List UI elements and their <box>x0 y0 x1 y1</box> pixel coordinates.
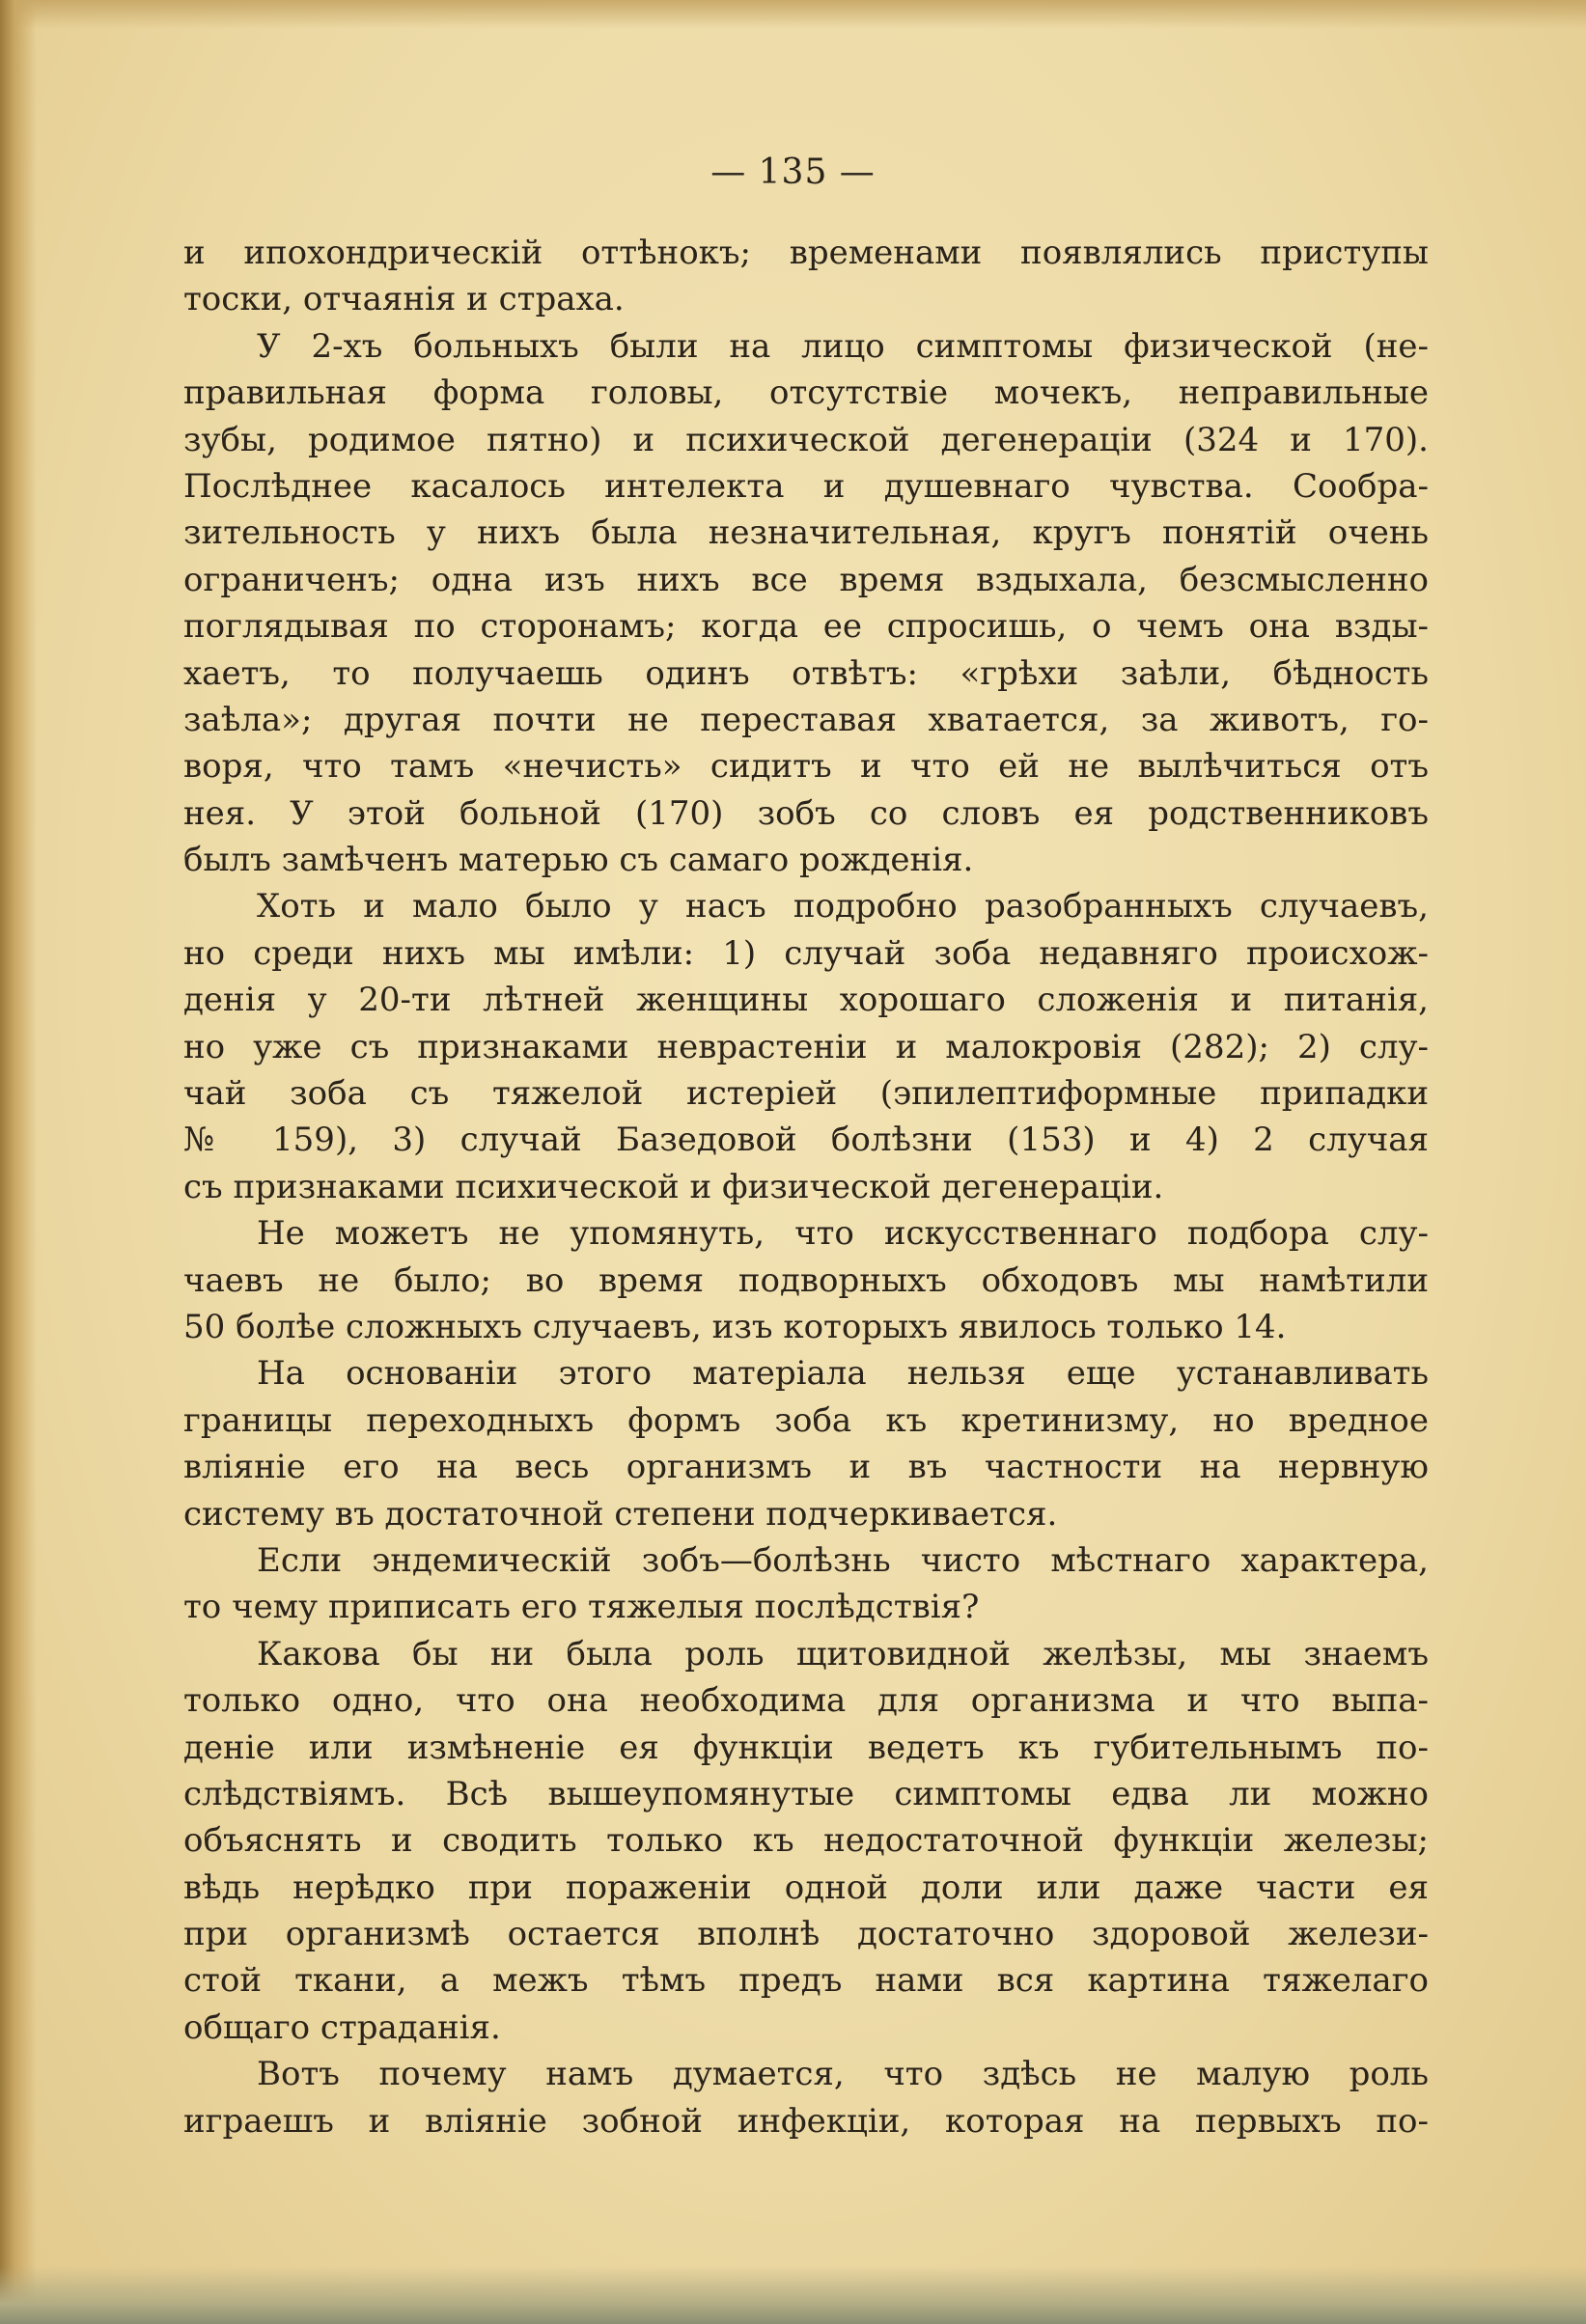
text-line: хаетъ, то получаешь одинъ отвѣтъ: «грѣхи заѣли, бѣдность <box>183 653 1429 693</box>
text-line: чай зоба съ тяжелой истеріей (эпилептиформные припадки <box>183 1074 1429 1114</box>
text-line: границы переходныхъ формъ зоба къ кретинизму, но вредное <box>183 1400 1429 1440</box>
page-bottom-edge <box>0 2266 1586 2324</box>
page-number: — 135 — <box>710 152 876 192</box>
page-top-shadow <box>0 0 1586 29</box>
text-line: тоски, отчаянія и страха. <box>183 280 625 319</box>
text-line: На основаніи этого матеріала нельзя еще устанавливать <box>257 1354 1429 1394</box>
text-line: поглядывая по сторонамъ; когда ее спросишь, о чемъ она взды- <box>183 607 1429 647</box>
text-line: Хоть и мало было у насъ подробно разобранныхъ случаевъ, <box>257 887 1429 927</box>
text-line: Если эндемическій зобъ—болѣзнь чисто мѣстнаго характера, <box>257 1540 1429 1580</box>
text-line: зубы, родимое пятно) и психической дегенераціи (324 и 170). <box>183 420 1429 459</box>
text-line: вѣдь нерѣдко при пораженіи одной доли или даже части ея <box>183 1868 1429 1907</box>
text-line: объяснять и сводить только къ недостаточной функціи железы; <box>183 1821 1429 1861</box>
text-line: ограниченъ; одна изъ нихъ все время вздыхала, безсмысленно <box>183 560 1429 599</box>
text-line: зительность у нихъ была незначительная, кругъ понятій очень <box>183 513 1429 553</box>
text-line: при организмѣ остается вполнѣ достаточно здоровой желези- <box>183 1915 1429 1954</box>
text-line: но уже съ признаками неврастеніи и малокровія (282); 2) слу- <box>183 1027 1429 1066</box>
text-line: заѣла»; другая почти не переставая хватается, за животъ, го- <box>183 700 1429 739</box>
text-line: общаго страданія. <box>183 2007 501 2047</box>
page-binding-shadow <box>0 0 37 2324</box>
text-line: Послѣднее касалось интелекта и душевнаго чувства. Сообра- <box>183 466 1429 506</box>
text-line: воря, что тамъ «нечисть» сидитъ и что ей не вылѣчиться отъ <box>183 747 1429 787</box>
text-line: стой ткани, а межъ тѣмъ предъ нами вся картина тяжелаго <box>183 1961 1429 2001</box>
text-line: Вотъ почему намъ думается, что здѣсь не малую роль <box>257 2055 1429 2094</box>
text-line: слѣдствіямъ. Всѣ вышеупомянутые симптомы едва ли можно <box>183 1774 1429 1813</box>
text-line: вліяніе его на весь организмъ и въ частности на нервную <box>183 1448 1429 1487</box>
text-line: Какова бы ни была роль щитовидной желѣзы, мы знаемъ <box>257 1634 1429 1674</box>
text-line: былъ замѣченъ матерью съ самаго рожденія. <box>183 841 974 880</box>
text-line: денія у 20-ти лѣтней женщины хорошаго сложенія и питанія, <box>183 981 1429 1020</box>
body-text <box>183 230 1429 2144</box>
text-line: играешъ и вліяніе зобной инфекціи, которая на первыхъ по- <box>183 2101 1429 2141</box>
text-line: съ признаками психической и физической дегенераціи. <box>183 1167 1164 1206</box>
text-line: 50 болѣе сложныхъ случаевъ, изъ которыхъ явилось только 14. <box>183 1307 1287 1346</box>
text-line: Не можетъ не упомянуть, что искусственнаго подбора слу- <box>257 1214 1429 1254</box>
text-line: и ипохондрическій оттѣнокъ; временами появлялись приступы <box>183 234 1429 272</box>
text-line: У 2-хъ больныхъ были на лицо симптомы физической (не- <box>257 326 1429 366</box>
text-line: чаевъ не было; во время подворныхъ обходовъ мы намѣтили <box>183 1260 1429 1300</box>
text-line: деніе или измѣненіе ея функціи ведетъ къ губительнымъ по- <box>183 1728 1429 1767</box>
text-line: но среди нихъ мы имѣли: 1) случай зоба недавняго происхож- <box>183 933 1429 973</box>
text-line: то чему приписать его тяжелыя послѣдствія? <box>183 1588 980 1627</box>
text-line: только одно, что она необходима для организма и что выпа- <box>183 1681 1429 1721</box>
text-line: правильная форма головы, отсутствіе мочекъ, неправильные <box>183 374 1429 413</box>
text-line: нея. У этой больной (170) зобъ со словъ ея родственниковъ <box>183 793 1429 833</box>
text-line: № 159), 3) случай Базедовой болѣзни (153) и 4) 2 случая <box>183 1120 1429 1160</box>
text-line: систему въ достаточной степени подчеркивается. <box>183 1494 1058 1534</box>
